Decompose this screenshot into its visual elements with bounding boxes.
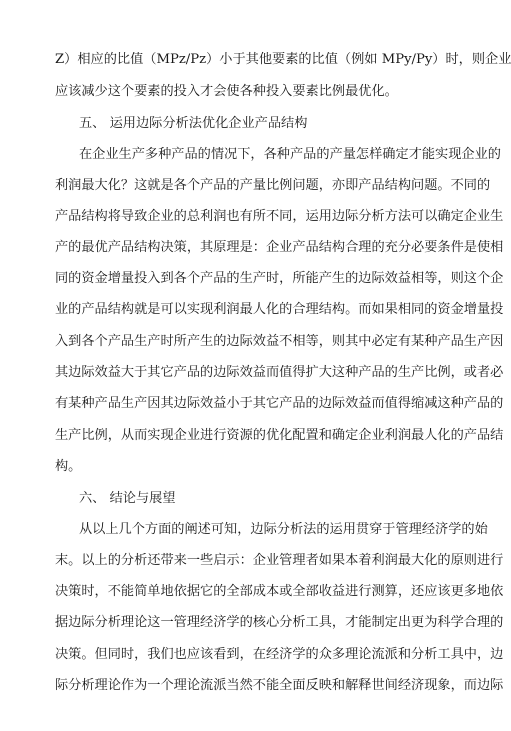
paragraph-line: 业的产品结构就是可以实现利润最人化的合理结构。而如果相同的资金增量投 (55, 302, 504, 317)
section-heading: 五、 运用边际分析法优化企业产品结构 (79, 116, 308, 131)
paragraph-line: 据边际分析理论这一管理经济学的核心分析工具，才能制定出更为科学合理的 (55, 615, 504, 630)
section-heading: 六、 结论与展望 (79, 491, 176, 506)
paragraph-line: 构。 (55, 459, 82, 474)
paragraph-line: 其边际效益大于其它产品的边际效益而值得扩大这种产品的生产比例，或者必 (55, 365, 504, 380)
paragraph-line: 同的资金增量投入到各个产品的生产时，所能产生的边际效益相等，则这个企 (55, 271, 504, 286)
paragraph-line: 应该减少这个要素的投入才会使各种投入要素比例最优化。 (55, 84, 398, 99)
paragraph-line: 入到各个产品生产时所产生的边际效益不相等，则其中必定有某种产品生产因 (55, 334, 504, 349)
paragraph-line: 产的最优产品结构决策，其原理是：企业产品结构合理的充分必要条件是使相 (55, 240, 504, 255)
paragraph-line: Z）相应的比值（MPz/Pz）小于其他要素的比值（例如 MPy/Py）时，则企业 (55, 52, 511, 67)
paragraph-line: 末。以上的分析还带来一些启示：企业管理者如果本着利润最大化的原则进行 (55, 553, 504, 568)
paragraph-line: 有某种产品生产因其边际效益小于其它产品的边际效益而值得缩减这种产品的 (55, 396, 504, 411)
paragraph-line: 生产比例，从而实现企业进行资源的优化配置和确定企业利润最人化的产品结 (55, 428, 504, 443)
paragraph-line: 产品结构将导致企业的总利润也有所不同，运用边际分析方法可以确定企业生 (55, 209, 504, 224)
paragraph-line: 决策时，不能简单地依据它的全部成本或全部收益进行测算，还应该更多地依 (55, 584, 504, 599)
paragraph-line: 在企业生产多种产品的情况下，各种产品的产量怎样确定才能实现企业的 (79, 147, 501, 162)
paragraph-line: 际分析理论作为一个理论流派当然不能全面反映和解释世间经济现象，而边际 (55, 678, 504, 693)
paragraph-line: 利润最大化？这就是各个产品的产量比例问题，亦即产品结构问题。不同的 (55, 178, 491, 193)
paragraph-line: 决策。但同时，我们也应该看到，在经济学的众多理论流派和分析工具中，边 (55, 647, 504, 662)
paragraph-line: 从以上几个方面的阐述可知，边际分析法的运用贯穿于管理经济学的始 (79, 522, 488, 537)
